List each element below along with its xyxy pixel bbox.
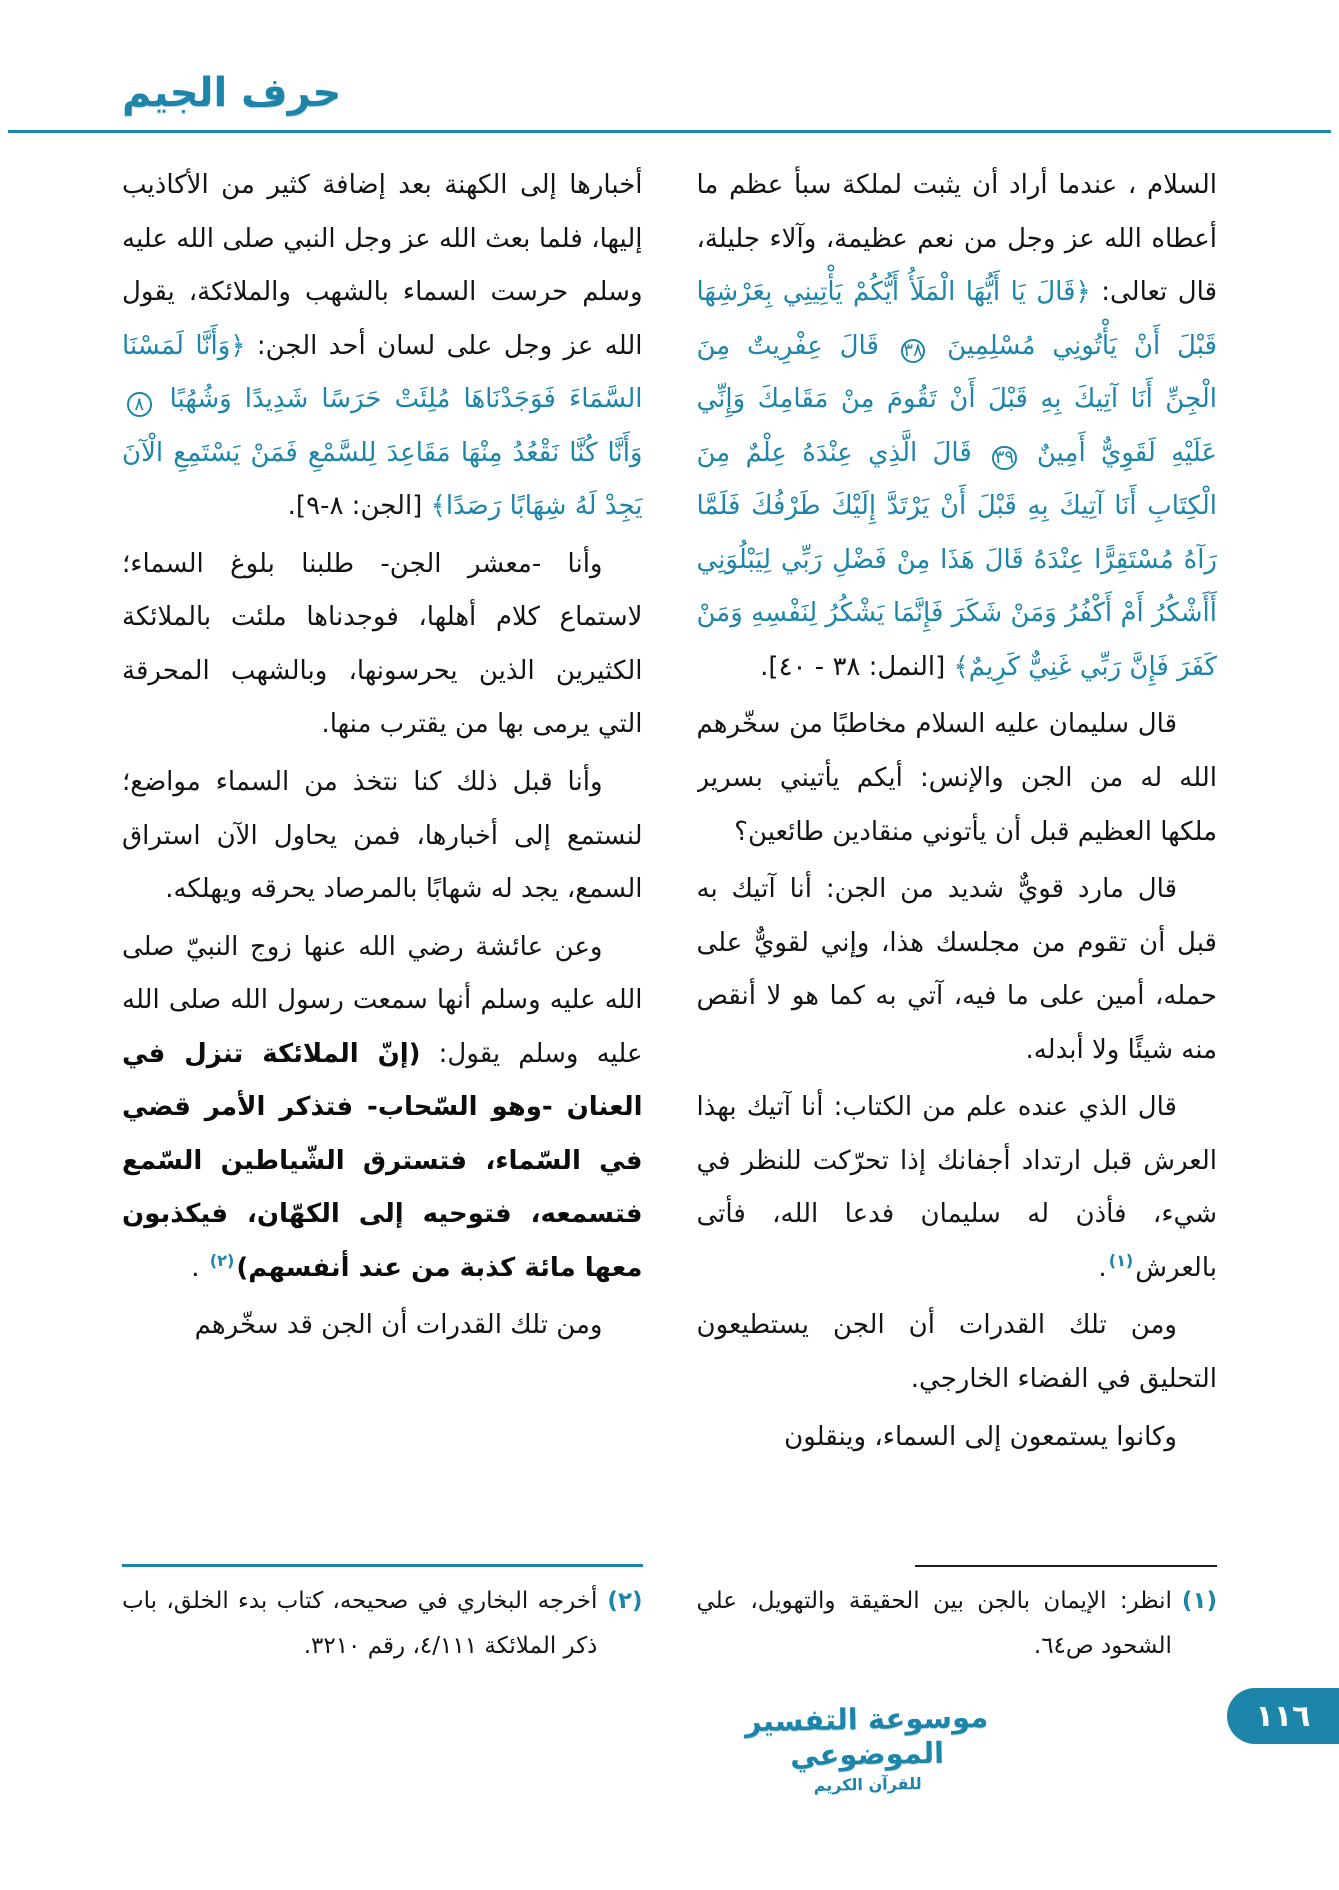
ayah-number: ٣٨	[901, 339, 926, 364]
body-text: [الجن: ٨-٩].	[287, 491, 431, 522]
chapter-title: حرف الجيم	[122, 70, 342, 116]
footnote-text: انظر: الإيمان بالجن بين الحقيقة والتهويل، علي الشحود ص٦٤.	[696, 1588, 1172, 1660]
body-text: قال مارد قويٌّ شديد من الجن: أنا آتيك به قبل أن تقوم من مجلسك هذا، وإني لقويٌّ على حمله، أمين على ما فيه، آتي به كما هو لا أنقص منه شيئًا ولا أبدله.	[696, 874, 1217, 1065]
publisher-logo-title: موسوعة التفسير الموضوعي	[744, 1700, 989, 1773]
body-text: ومن تلك القدرات أن الجن قد سخّرهم	[194, 1310, 603, 1341]
paragraph	[697, 1081, 1218, 1295]
ayah-number: ٣٩	[992, 446, 1017, 471]
column-right-body	[697, 159, 1218, 1565]
quran-verse: ﴿وَأَنَّا لَمَسْنَا السَّمَاءَ فَوَجَدْنَاهَا مُلِئَتْ حَرَسًا شَدِيدًا وَشُهُبًا	[122, 330, 643, 415]
paragraph	[697, 698, 1218, 859]
body-text: .	[191, 1252, 208, 1283]
body-text: قال سليمان عليه السلام مخاطبًا من سخّرهم الله له من الجن والإنس: أيكم يأتيني بسرير ملكها العظيم قبل أن يأتوني منقادين طائعين؟	[696, 709, 1217, 847]
body-text: .	[1098, 1252, 1107, 1283]
publisher-logo	[741, 1700, 993, 1796]
column-left-body	[122, 159, 643, 1564]
body-text: قال الذي عنده علم من الكتاب: أنا آتيك بهذا العرش قبل ارتداد أجفانك إذا تحرّكت للنظر في شيء، فأذن له سليمان فدعا الله، فأتى بالعرش	[696, 1092, 1217, 1283]
footnote-separator	[122, 1564, 643, 1567]
quran-verse: وَأَنَّا كُنَّا نَقْعُدُ مِنْهَا مَقَاعِدَ لِلسَّمْعِ فَمَنْ يَسْتَمِعِ الْآنَ يَجِدْ لَهُ شِهَابًا رَصَدًا﴾	[122, 437, 643, 522]
paragraph	[122, 756, 643, 917]
paragraph	[122, 1299, 643, 1353]
paragraph	[697, 159, 1218, 694]
page-header	[0, 0, 1339, 133]
footnote-text: أخرجه البخاري في صحيحه، كتاب بدء الخلق، باب ذكر الملائكة ٤/١١١، رقم ٣٢١٠.	[122, 1588, 598, 1660]
page-content	[0, 133, 1339, 1673]
body-text: ومن تلك القدرات أن الجن يستطيعون التحليق في الفضاء الخارجي.	[696, 1310, 1217, 1395]
body-text: وكانوا يستمعون إلى السماء، وينقلون	[784, 1421, 1177, 1452]
footnote-number: (٢)	[607, 1588, 643, 1615]
paragraph	[697, 863, 1218, 1077]
paragraph	[697, 1299, 1218, 1406]
hadith-bold: (إنّ الملائكة تنزل في العنان -وهو السّحاب- فتذكر الأمر قضي في السّماء، فتسترق الشّياطين السّمع فتسمعه، فتوحيه إلى الكهّان، فيكذبون معها مائة كذبة من عند أنفسهم)	[122, 1038, 643, 1283]
body-text: السلام ، عندما أراد أن يثبت لملكة سبأ عظم ما أعطاه الله عز وجل من نعم عظيمة، وآلاء جليلة، قال تعالى:	[696, 170, 1217, 308]
quran-verse: ﴿قَالَ يَا أَيُّهَا الْمَلَأُ أَيُّكُمْ يَأْتِينِي بِعَرْشِهَا قَبْلَ أَنْ يَأْتُونِي مُسْلِمِينَ	[696, 277, 1217, 361]
footnote-left	[122, 1564, 643, 1673]
paragraph	[122, 538, 643, 752]
body-text: أخبارها إلى الكهنة بعد إضافة كثير من الأكاذيب إليها، فلما بعث الله عز وجل النبي صلى الله عليه وسلم حرست السماء بالشهب والملائكة، يقول الله عز وجل على لسان أحد الجن:	[122, 170, 643, 361]
quran-verse: قَالَ عِفْرِيتٌ مِنَ الْجِنِّ أَنَا آتِيكَ بِهِ قَبْلَ أَنْ تَقُومَ مِنْ مَقَامِكَ وَإِنِّي عَلَيْهِ لَقَوِيٌّ أَمِينٌ	[696, 330, 1217, 468]
footnote-row	[697, 1579, 1218, 1669]
body-text: وأنا قبل ذلك كنا نتخذ من السماء مواضع؛ لنستمع إلى أخبارها، فمن يحاول الآن استراق السمع، يجد له شهابًا بالمرصاد يحرقه ويهلكه.	[122, 767, 643, 905]
publisher-logo-subtitle: للقرآن الكريم	[813, 1774, 922, 1795]
page-number: ١١٦	[1227, 1688, 1339, 1744]
paragraph	[122, 921, 643, 1296]
column-right	[697, 159, 1218, 1673]
body-text: وعن عائشة رضي الله عنها زوج النبيّ صلى الله عليه وسلم أنها سمعت رسول الله صلى الله عليه وسلم يقول:	[122, 931, 643, 1069]
column-left	[122, 159, 643, 1673]
footnote-right	[697, 1565, 1218, 1673]
footnote-row	[122, 1579, 643, 1669]
footnote-marker: (١)	[1108, 1251, 1134, 1271]
quran-verse: قَالَ الَّذِي عِنْدَهُ عِلْمٌ مِنَ الْكِتَابِ أَنَا آتِيكَ بِهِ قَبْلَ أَنْ يَرْتَدَّ إِلَيْكَ طَرْفُكَ فَلَمَّا رَآهُ مُسْتَقِرًّا عِنْدَهُ قَالَ هَذَا مِنْ فَضْلِ رَبِّي لِيَبْلُوَنِي أَأَشْكُرُ أَمْ أَكْفُرُ وَمَنْ شَكَرَ فَإِنَّمَا يَشْكُرُ لِنَفْسِهِ وَمَنْ كَفَرَ فَإِنَّ رَبِّي غَنِيٌّ كَرِيمٌ﴾	[696, 437, 1217, 682]
header-inner	[0, 0, 1339, 122]
paragraph	[122, 159, 643, 534]
body-text: وأنا -معشر الجن- طلبنا بلوغ السماء؛ لاستماع كلام أهلها، فوجدناها ملئت بالملائكة الكثيرين الذين يحرسونها، وبالشهب المحرقة التي يرمى بها من يقترب منها.	[122, 548, 643, 740]
ayah-number: ٨	[127, 392, 152, 417]
footnote-separator	[915, 1565, 1217, 1567]
paragraph	[697, 1411, 1218, 1465]
footnote-number: (١)	[1181, 1588, 1217, 1615]
body-text: [النمل: ٣٨ - ٤٠].	[760, 651, 954, 682]
footnote-marker: (٢)	[209, 1251, 235, 1271]
